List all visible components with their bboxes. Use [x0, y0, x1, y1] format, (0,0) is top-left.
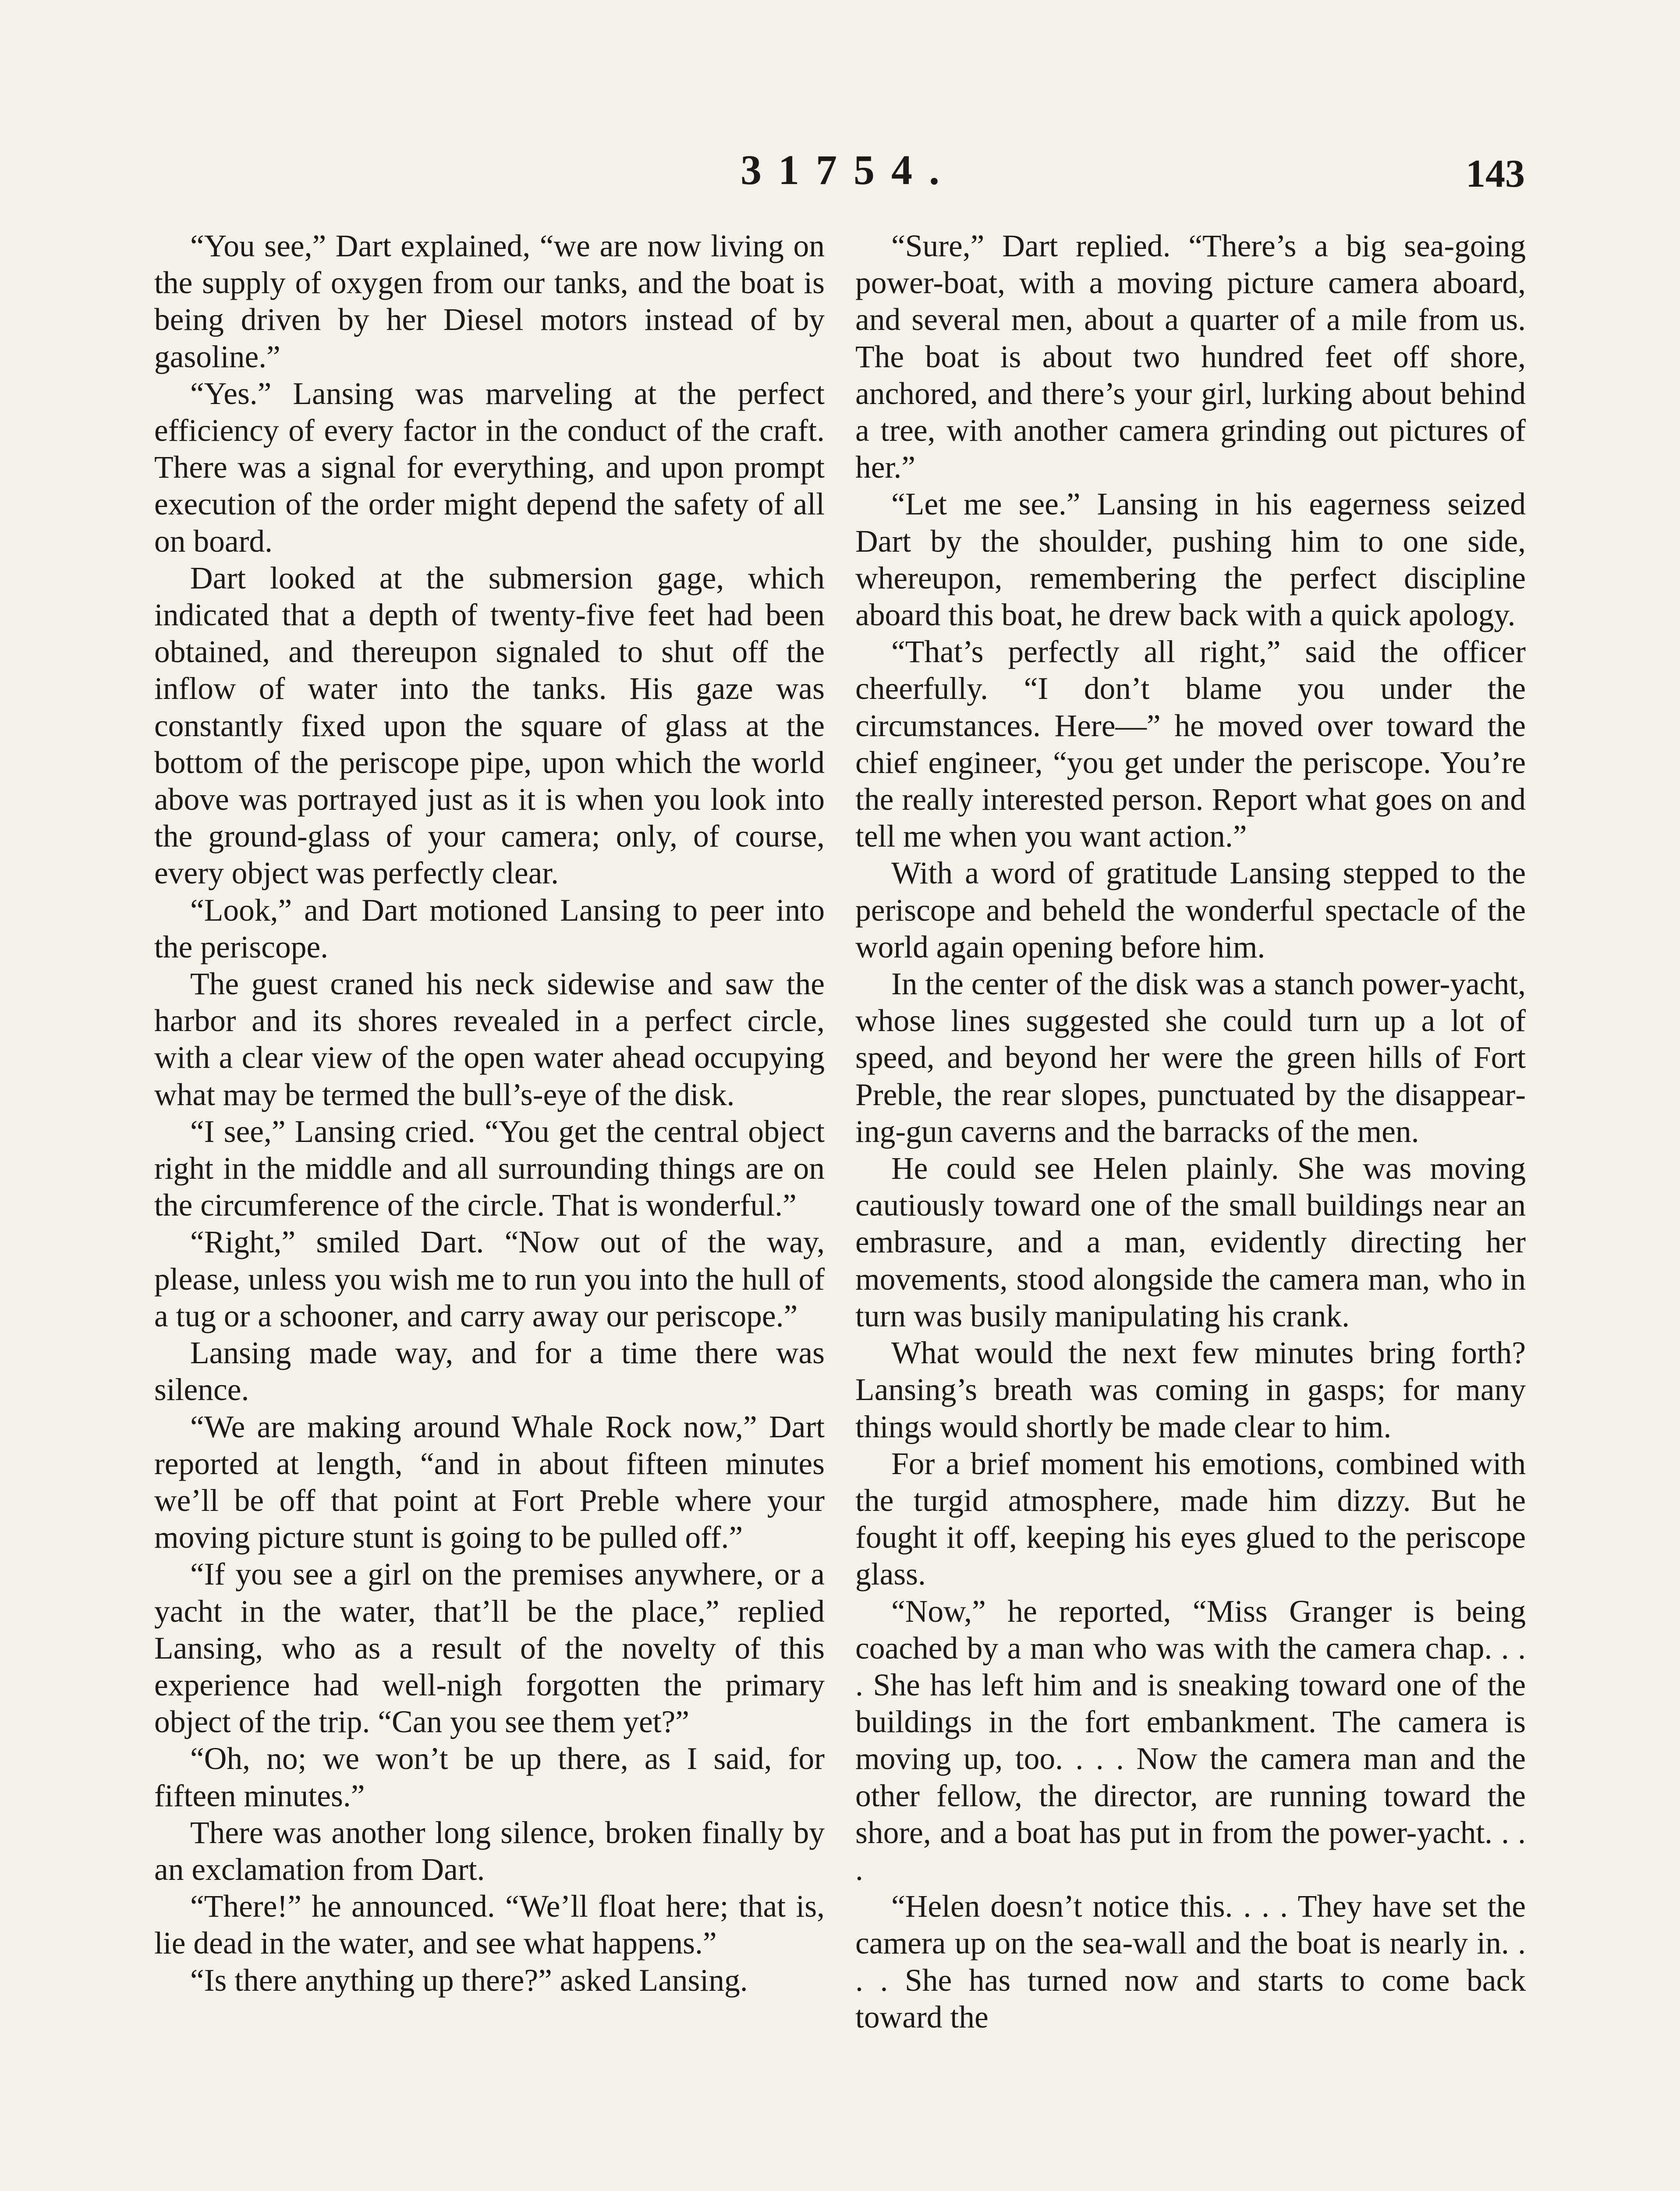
- page-number: 143: [1466, 152, 1525, 195]
- paragraph: “I see,” Lansing cried. “You get the central object right in the middle and all surrounding things are on the circumference of the circle. That is wonderful.”: [154, 1114, 825, 1223]
- paragraph: “There!” he announced. “We’ll float here; that is, lie dead in the water, and see what happens.”: [154, 1889, 825, 1961]
- paragraph: “Look,” and Dart motioned Lansing to peer into the periscope.: [154, 893, 825, 964]
- paragraph: Dart looked at the submersion gage, which indicated that a depth of twenty-five feet had been obtained, and thereupon signaled to shut off the inflow of water into the tanks. His gaze was constantly fixed upon the square of glass at the bottom of the periscope pipe, upon which the world above was portrayed just as it is when you look into the ground-glass of your camera; only, of course, every object was perfectly clear.: [154, 560, 825, 891]
- paragraph: “Oh, no; we won’t be up there, as I said, for fifteen minutes.”: [154, 1741, 825, 1813]
- serial-stamp: 31754.: [741, 146, 956, 193]
- paragraph: With a word of gratitude Lansing stepped to the periscope and beheld the wonderful spectacle of the world again opening before him.: [855, 856, 1526, 964]
- paragraph: “You see,” Dart explained, “we are now living on the supply of oxygen from our tanks, and the boat is being driven by her Diesel motors instead of by gasoline.”: [154, 229, 825, 374]
- paragraph: “Now,” he reported, “Miss Granger is being coached by a man who was with the camera chap. . . . She has left him and is sneaking toward one of the buildings in the fort embankment. The camera is moving up, too. . . . Now the camera man and the other fellow, the director, are running toward the shore, and a boat has put in from the power-yacht. . . .: [855, 1594, 1526, 1887]
- paragraph: “Sure,” Dart replied. “There’s a big sea-going power-boat, with a moving picture camera aboard, and several men, about a quarter of a mile from us. The boat is about two hundred feet off shore, anchored, and there’s your girl, lurking about behind a tree, with another camera grinding out pictures of her.”: [855, 229, 1526, 485]
- paragraph: “That’s perfectly all right,” said the officer cheerfully. “I don’t blame you under the circumstances. Here—” he moved over toward the chief engineer, “you get under the periscope. You’re the really interested person. Report what goes on and tell me when you want action.”: [855, 635, 1526, 854]
- left-column: [154, 228, 825, 1999]
- paragraph: There was another long silence, broken finally by an exclamation from Dart.: [154, 1815, 825, 1887]
- paragraph: What would the next few minutes bring forth? Lansing’s breath was coming in gasps; for many things would shortly be made clear to him.: [855, 1336, 1526, 1444]
- paragraph: For a brief moment his emotions, combined with the turgid atmosphere, made him dizzy. But he fought it off, keeping his eyes glued to the periscope glass.: [855, 1446, 1526, 1592]
- paragraph: “We are making around Whale Rock now,” Dart reported at length, “and in about fifteen minutes we’ll be off that point at Fort Preble where your moving picture stunt is going to be pulled off.”: [154, 1409, 825, 1555]
- paragraph: “Is there anything up there?” asked Lansing.: [190, 1963, 748, 1998]
- paragraph: “If you see a girl on the premises anywhere, or a yacht in the water, that’ll be the place,” replied Lansing, who as a result of the novelty of this experience had well-nigh forgotten the primary object of the trip. “Can you see them yet?”: [154, 1557, 825, 1740]
- paragraph: The guest craned his neck sidewise and saw the harbor and its shores revealed in a perfect circle, with a clear view of the open water ahead occupying what may be termed the bull’s-eye of the disk.: [154, 967, 825, 1112]
- paragraph: “Let me see.” Lansing in his eagerness seized Dart by the shoulder, pushing him to one side, whereupon, remembering the perfect discipline aboard this boat, he drew back with a quick apology.: [855, 487, 1526, 633]
- paragraph: He could see Helen plainly. She was moving cautiously toward one of the small buildings near an embrasure, and a man, evidently directing her movements, stood alongside the camera man, who in turn was busily manipulating his crank.: [855, 1151, 1526, 1333]
- paragraph: “Helen doesn’t notice this. . . . They have set the camera up on the sea-wall and the boat is nearly in. . . . She has turned now and starts to come back toward the: [855, 1889, 1526, 2035]
- right-column: [855, 228, 1526, 2036]
- paragraph: Lansing made way, and for a time there was silence.: [154, 1336, 825, 1407]
- paragraph: In the center of the disk was a stanch power-yacht, whose lines suggested she could turn up a lot of speed, and beyond her were the green hills of Fort Preble, the rear slopes, punctuated by the disappearing-gun caverns and the barracks of the men.: [855, 967, 1526, 1149]
- paragraph: “Right,” smiled Dart. “Now out of the way, please, unless you wish me to run you into the hull of a tug or a schooner, and carry away our periscope.”: [154, 1225, 825, 1333]
- paragraph: “Yes.” Lansing was marveling at the perfect efficiency of every factor in the conduct of the craft. There was a signal for everything, and upon prompt execution of the order might depend the safety of all on board.: [154, 376, 825, 559]
